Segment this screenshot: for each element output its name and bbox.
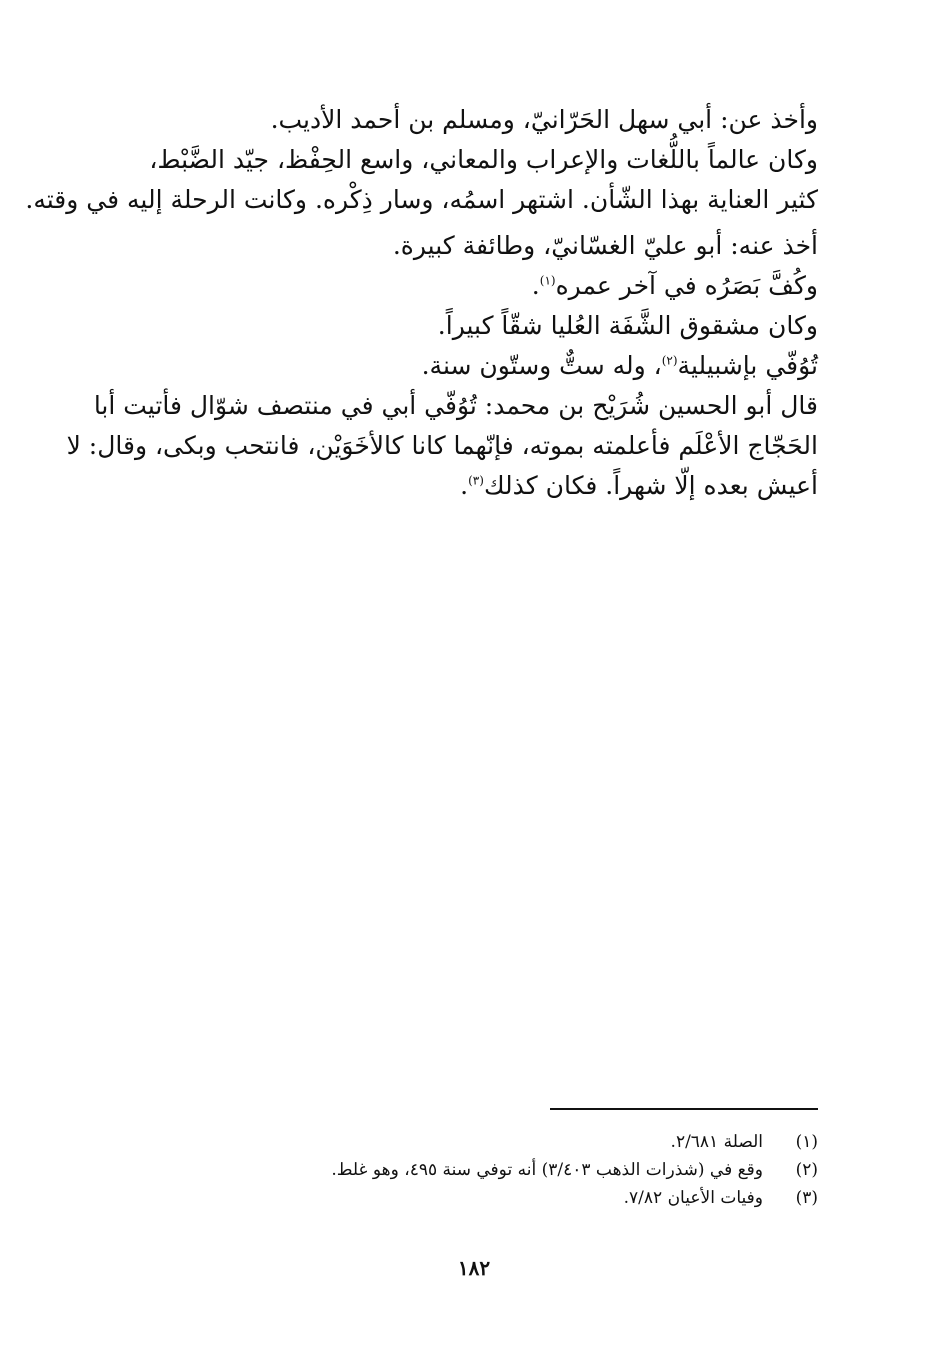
text-line bbox=[128, 140, 818, 180]
footnote-number: (٢) bbox=[795, 1160, 818, 1180]
footnote-text: وقع في (شذرات الذهب ٣/٤٠٣) أنه توفي سنة ٤٩٥، وهو غلط. bbox=[331, 1160, 763, 1180]
footnote-number: (٣) bbox=[795, 1188, 818, 1208]
text-line bbox=[93, 386, 818, 426]
text-line bbox=[25, 180, 818, 220]
footnotes bbox=[128, 1128, 818, 1212]
footnote-ref: (٣) bbox=[468, 473, 484, 488]
footnote-ref: (١) bbox=[539, 273, 556, 288]
line-text: أعيش بعده إلّا شهراً. فكان كذلك bbox=[483, 471, 818, 500]
text-line bbox=[128, 226, 818, 266]
line-text: ، وله ستٌّ وستّون سنة. bbox=[421, 351, 662, 380]
line-text: وكُفَّ بَصَرُه في آخر عمره bbox=[555, 271, 818, 300]
line-text: أخذ عنه: أبو عليّ الغسّانيّ، وطائفة كبيرة. bbox=[392, 231, 818, 260]
text-line bbox=[128, 346, 818, 386]
line-text: وكان عالماً باللُّغات والإعراب والمعاني، واسع الحِفْظ، جيّد الضَّبْط، bbox=[149, 145, 818, 174]
line-text: وكان مشقوق الشَّفَة العُليا شقّاً كبيراً. bbox=[437, 311, 818, 340]
footnote-ref: (٢) bbox=[661, 353, 678, 368]
main-text bbox=[25, 100, 818, 506]
footnote-divider bbox=[550, 1108, 818, 1110]
footnote-item bbox=[128, 1184, 818, 1212]
footnote-item bbox=[128, 1128, 818, 1156]
period: . bbox=[531, 271, 540, 300]
page-number: ١٨٢ bbox=[457, 1256, 491, 1280]
footnote-number: (١) bbox=[795, 1132, 818, 1152]
line-text: كثير العناية بهذا الشّأن. اشتهر اسمُه، وسار ذِكْره. وكانت الرحلة إليه في وقته. bbox=[25, 185, 818, 214]
text-line bbox=[66, 426, 818, 466]
footnote-item bbox=[128, 1156, 818, 1184]
footnote-text: وفيات الأعيان ٧/٨٢. bbox=[623, 1188, 763, 1208]
line-text: وأخذ عن: أبي سهل الحَرّانيّ، ومسلم بن أحمد الأديب. bbox=[270, 105, 818, 134]
line-text: الحَجّاج الأعْلَم فأعلمته بموته، فإنّهما كانا كالأخَوَيْن، فانتحب وبكى، وقال: لا bbox=[66, 431, 818, 460]
text-line bbox=[128, 466, 818, 506]
text-line bbox=[128, 266, 818, 306]
footnote-text: الصلة ٢/٦٨١. bbox=[670, 1132, 763, 1152]
line-text: قال أبو الحسين شُرَيْح بن محمد: تُوُفّي أبي في منتصف شوّال فأتيت أبا bbox=[93, 391, 818, 420]
period: . bbox=[460, 471, 469, 500]
text-line bbox=[128, 306, 818, 346]
line-text: تُوُفّي بإشبيلية bbox=[677, 351, 818, 380]
text-line bbox=[128, 100, 818, 140]
